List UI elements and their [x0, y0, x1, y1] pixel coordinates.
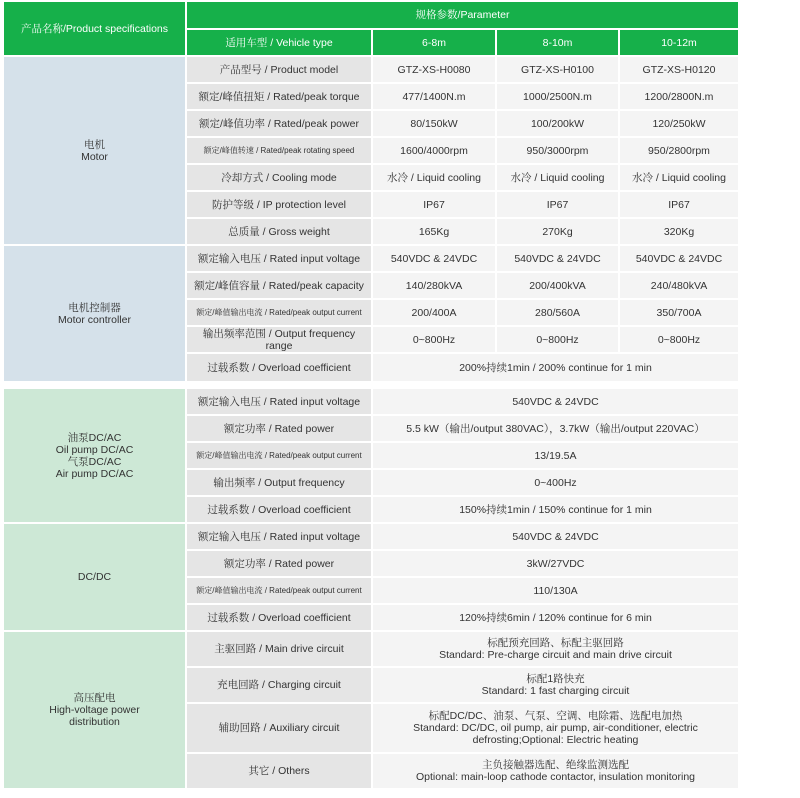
cell-value: 5.5 kW（输出/output 380VAC），3.7kW（输出/output 220VAC） [373, 416, 738, 441]
row-label: 输出频率范围 / Output frequency range [187, 327, 371, 352]
cell-value: 280/560A [497, 300, 618, 325]
cell-value: 200/400A [373, 300, 495, 325]
cell-value: 1600/4000rpm [373, 138, 495, 163]
cell-value: 320Kg [620, 219, 738, 244]
cell-value: 540VDC & 24VDC [373, 524, 738, 549]
cell-value: 1000/2500N.m [497, 84, 618, 109]
cell-value: 240/480kVA [620, 273, 738, 298]
cell-value: 120/250kW [620, 111, 738, 136]
row-label: 额定/峰值功率 / Rated/peak power [187, 111, 371, 136]
row-label: 额定功率 / Rated power [187, 551, 371, 576]
cell-value: 0~800Hz [497, 327, 618, 352]
hv-section-label: 高压配电 High-voltage power distribution [4, 632, 185, 788]
row-label: 主驱回路 / Main drive circuit [187, 632, 371, 666]
spec-table-wrapper [2, 0, 730, 790]
row-label: 额定/峰值转速 / Rated/peak rotating speed [187, 138, 371, 163]
spec-table [2, 0, 740, 790]
cell-value: 540VDC & 24VDC [373, 389, 738, 414]
vehicle-type-label: 适用车型 / Vehicle type [187, 30, 371, 55]
row-label: 额定/峰值输出电流 / Rated/peak output current [187, 300, 371, 325]
cell-value: 110/130A [373, 578, 738, 603]
cell-value: 水冷 / Liquid cooling [373, 165, 495, 190]
cell-value: 13/19.5A [373, 443, 738, 468]
row-label: 额定/峰值容量 / Rated/peak capacity [187, 273, 371, 298]
dcdc-section-label: DC/DC [4, 524, 185, 630]
row-label: 额定输入电压 / Rated input voltage [187, 389, 371, 414]
parameter-header: 规格参数/Parameter [187, 2, 738, 28]
row-label: 辅助回路 / Auxiliary circuit [187, 704, 371, 752]
cell-value: 标配1路快充 Standard: 1 fast charging circuit [373, 668, 738, 702]
controller-section-label: 电机控制器 Motor controller [4, 246, 185, 381]
cell-value: 477/1400N.m [373, 84, 495, 109]
cell-value: 水冷 / Liquid cooling [620, 165, 738, 190]
cell-value: 主负接触器选配、绝缘监测选配 Optional: main-loop cathode contactor, insulation monitoring [373, 754, 738, 788]
cell-value: 165Kg [373, 219, 495, 244]
cell-value: GTZ-XS-H0120 [620, 57, 738, 82]
cell-value: 200%持续1min / 200% continue for 1 min [373, 354, 738, 381]
cell-value: 540VDC & 24VDC [373, 246, 495, 271]
cell-value: 950/2800rpm [620, 138, 738, 163]
cell-value: 150%持续1min / 150% continue for 1 min [373, 497, 738, 522]
row-label: 充电回路 / Charging circuit [187, 668, 371, 702]
cell-value: 540VDC & 24VDC [620, 246, 738, 271]
row-label: 额定输入电压 / Rated input voltage [187, 246, 371, 271]
cell-value: 3kW/27VDC [373, 551, 738, 576]
cell-value: 950/3000rpm [497, 138, 618, 163]
cell-value: 540VDC & 24VDC [497, 246, 618, 271]
vehicle-type-8-10m: 8-10m [497, 30, 618, 55]
row-label: 防护等级 / IP protection level [187, 192, 371, 217]
cell-value: 140/280kVA [373, 273, 495, 298]
cell-value: 标配预充回路、标配主驱回路 Standard: Pre-charge circuit and main drive circuit [373, 632, 738, 666]
pump-section-label: 油泵DC/AC Oil pump DC/AC 气泵DC/AC Air pump DC/AC [4, 389, 185, 522]
product-name-header: 产品名称/Product specifications [4, 2, 185, 55]
cell-value: 0~400Hz [373, 470, 738, 495]
row-label: 额定/峰值输出电流 / Rated/peak output current [187, 443, 371, 468]
row-label: 输出频率 / Output frequency [187, 470, 371, 495]
row-label: 额定/峰值输出电流 / Rated/peak output current [187, 578, 371, 603]
cell-value: IP67 [497, 192, 618, 217]
cell-value: 200/400kVA [497, 273, 618, 298]
cell-value: 100/200kW [497, 111, 618, 136]
vehicle-type-10-12m: 10-12m [620, 30, 738, 55]
row-label: 产品型号 / Product model [187, 57, 371, 82]
cell-value: 0~800Hz [620, 327, 738, 352]
row-label: 过载系数 / Overload coefficient [187, 354, 371, 381]
cell-value: 标配DC/DC、油泵、气泵、空调、电除霜、选配电加热 Standard: DC/DC, oil pump, air pump, air-conditioner, electric defrosting;Optional: Electric heating [373, 704, 738, 752]
cell-value: 0~800Hz [373, 327, 495, 352]
cell-value: GTZ-XS-H0100 [497, 57, 618, 82]
cell-value: IP67 [373, 192, 495, 217]
cell-value: 120%持续6min / 120% continue for 6 min [373, 605, 738, 630]
cell-value: 80/150kW [373, 111, 495, 136]
cell-value: GTZ-XS-H0080 [373, 57, 495, 82]
vehicle-type-6-8m: 6-8m [373, 30, 495, 55]
row-label: 额定功率 / Rated power [187, 416, 371, 441]
row-label: 过载系数 / Overload coefficient [187, 497, 371, 522]
row-label: 过载系数 / Overload coefficient [187, 605, 371, 630]
section-gap [4, 383, 738, 387]
cell-value: IP67 [620, 192, 738, 217]
cell-value: 水冷 / Liquid cooling [497, 165, 618, 190]
cell-value: 270Kg [497, 219, 618, 244]
row-label: 额定输入电压 / Rated input voltage [187, 524, 371, 549]
row-label: 总质量 / Gross weight [187, 219, 371, 244]
row-label: 其它 / Others [187, 754, 371, 788]
row-label: 冷却方式 / Cooling mode [187, 165, 371, 190]
cell-value: 350/700A [620, 300, 738, 325]
row-label: 额定/峰值扭矩 / Rated/peak torque [187, 84, 371, 109]
cell-value: 1200/2800N.m [620, 84, 738, 109]
motor-section-label: 电机 Motor [4, 57, 185, 244]
